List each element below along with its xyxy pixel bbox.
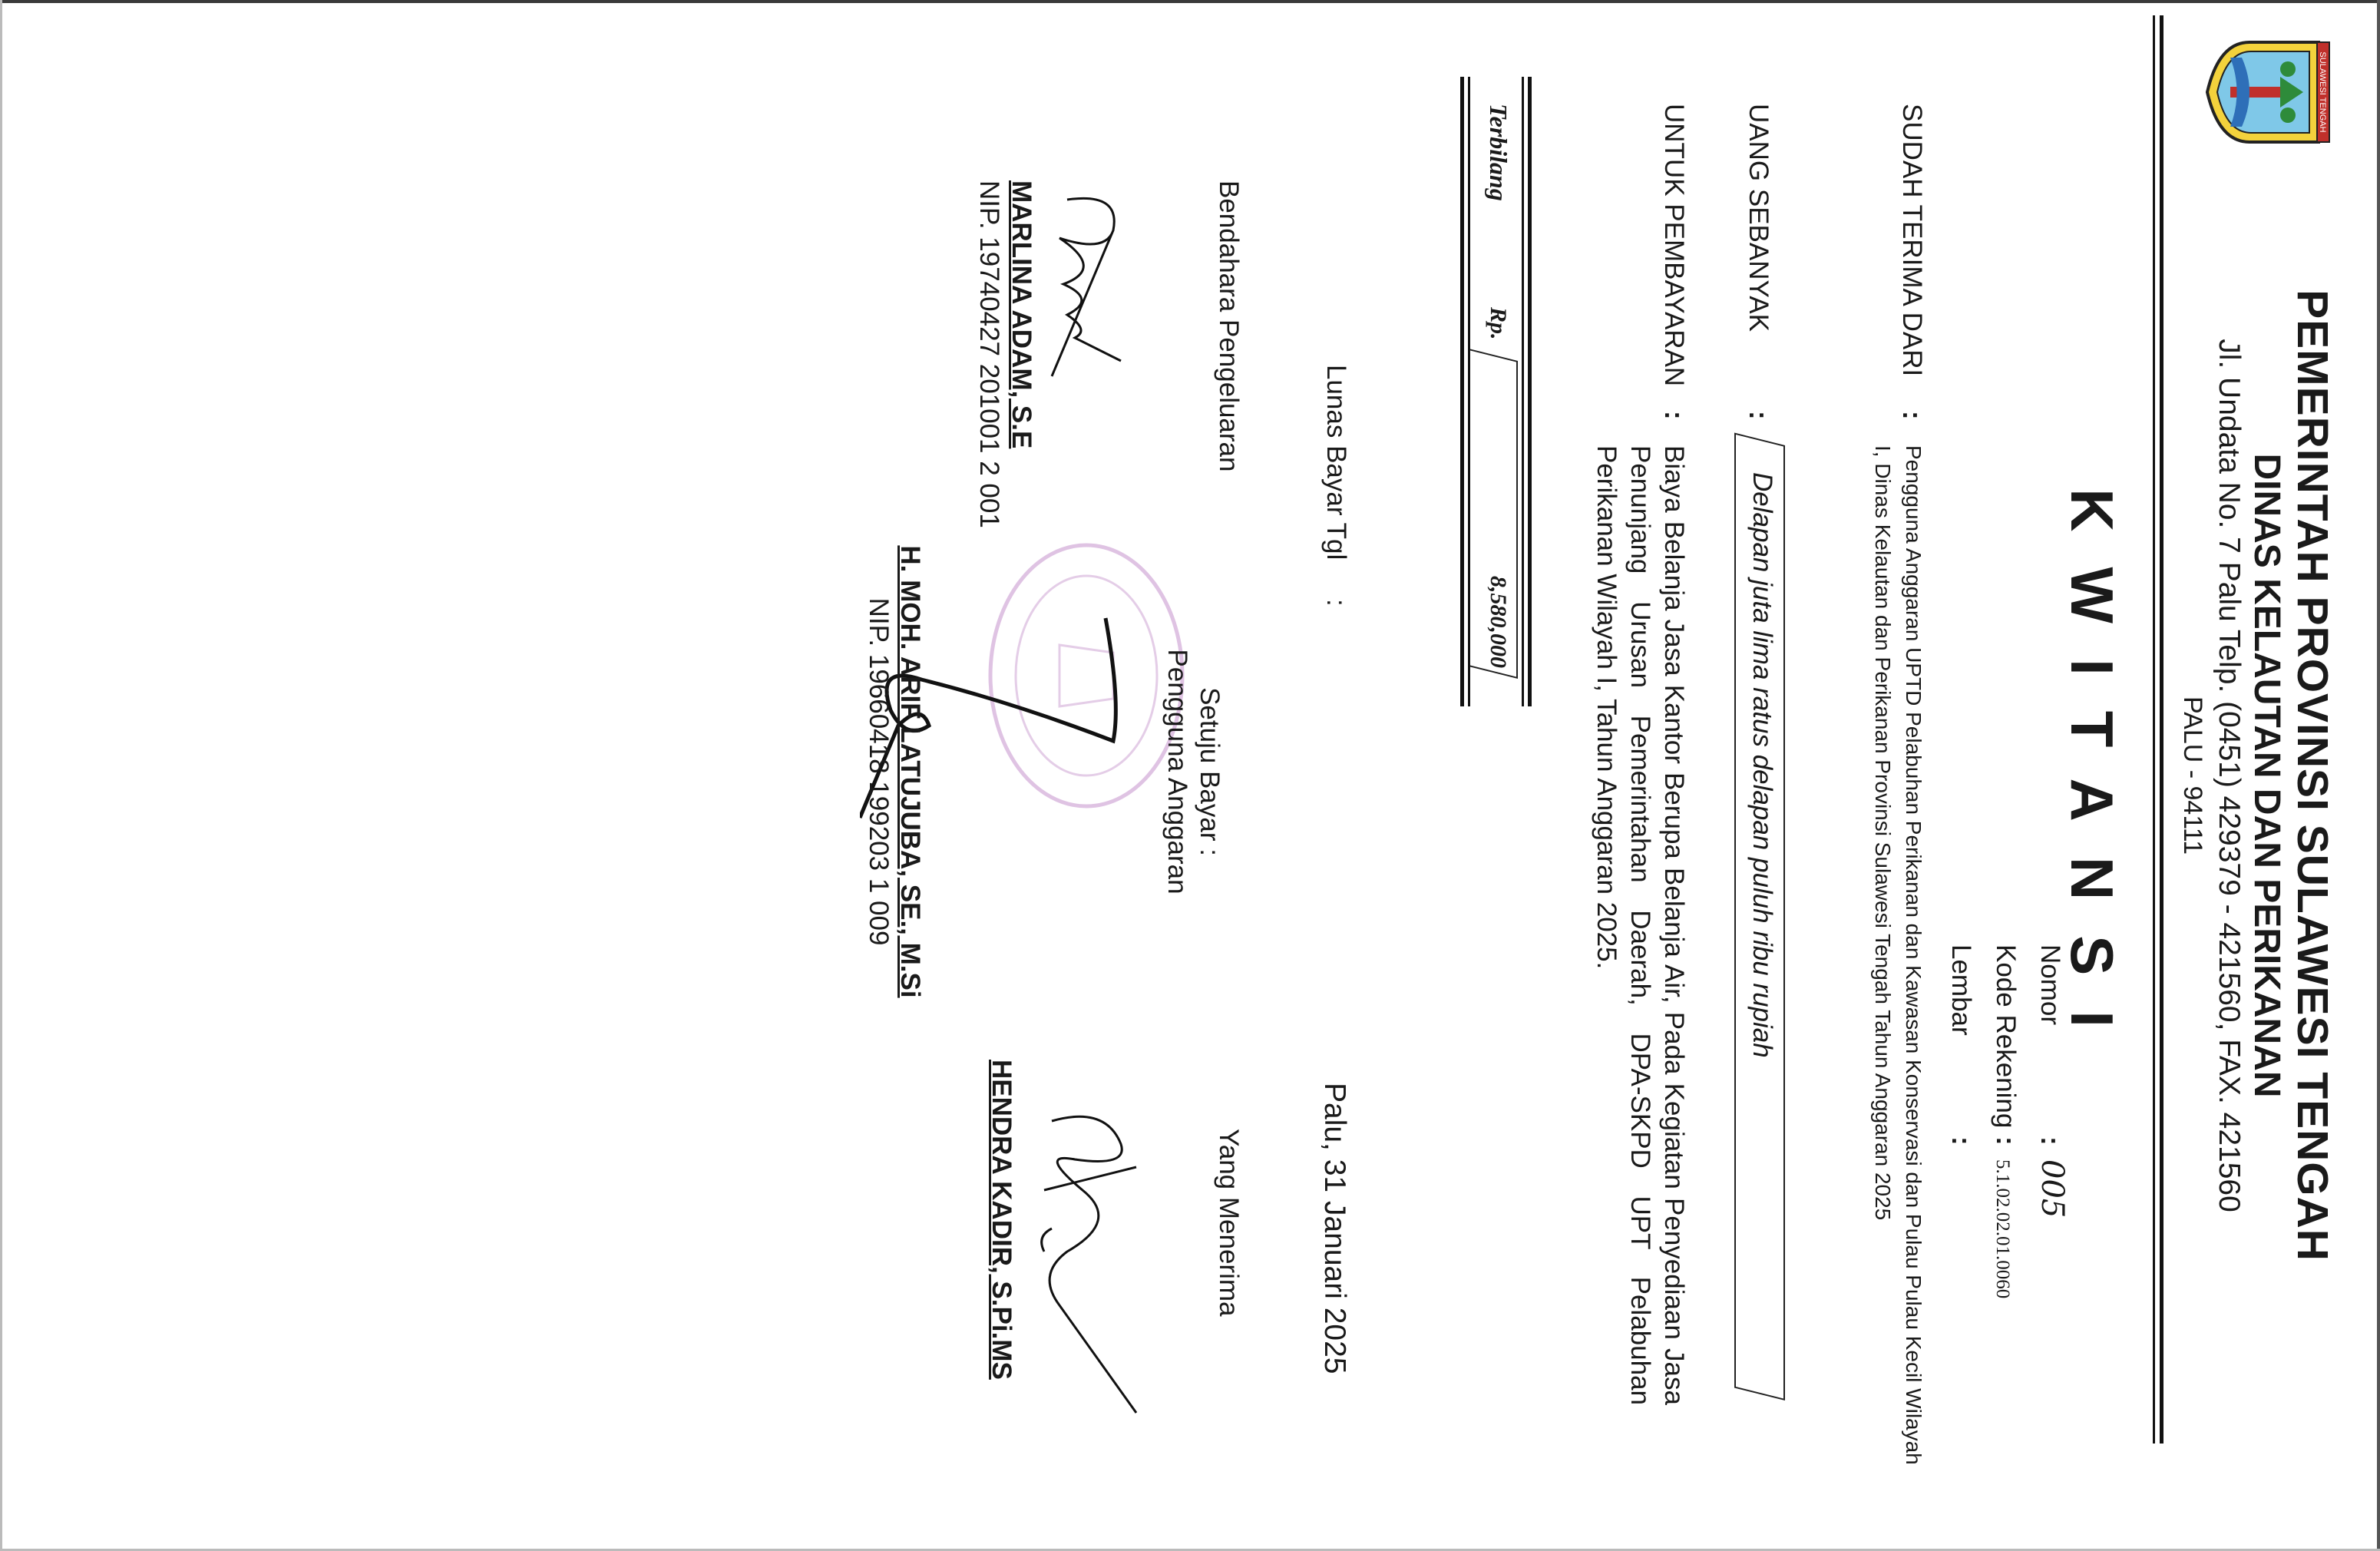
terbilang-rule-bottom [1460,77,1464,706]
nomor-colon: : [2035,1136,2065,1146]
approver-name: H. MOH. ARIF LATUJUBA, SE., M.Si [895,545,925,998]
amount-words: Delapan juta lima ratus delapan puluh ribu rupiah [1747,472,1777,1058]
lembar-label: Lembar [1946,944,1976,1036]
lembar-colon: : [1946,1136,1976,1146]
receiver-title: Yang Menerima [1214,1129,1244,1317]
approve-title: Setuju Bayar : [1195,687,1225,856]
kode-rekening-colon: : [1991,1136,2021,1146]
amount-colon: : [1744,411,1773,420]
approver-role: Pengguna Anggaran [1162,649,1192,895]
from-colon: : [1897,411,1927,420]
treasurer-signature-icon [1044,184,1136,384]
purpose-value: Biaya Belanja Jasa Kantor Berupa Belanja Air, Pada Kegiatan Penyediaan Jasa Penunjang Urusan Pemerintahan Daerah, DPA-SKPD UPT Pelabuhan Perikanan Wilayah I, Tahun Anggaran 2025. [1592,445,1689,1405]
terbilang-label: Terbilang [1485,104,1512,201]
nomor-label: Nomor [2035,944,2065,1026]
header-address: Jl. Undata No. 7 Palu Telp. (0451) 429379 - 421560, FAX. 421560 [2213,339,2246,1212]
from-value: Pengguna Anggaran UPTD Pelabuhan Perikanan dan Kawasan Konservasi dan Pulau Pulau Kecil Wilayah I, Dinas Kelautan dan Perikanan Provinsi Sulawesi Tengah Tahun Anggaran 2025 [1871,445,1925,1465]
header-city: PALU - 94111 [2178,696,2207,855]
seal-text: SULAWESI TENGAH [2318,51,2327,133]
terbilang-rule-top-thin [1522,77,1524,706]
header-government: PEMERINTAH PROVINSI SULAWESI TENGAH [2288,289,2337,1262]
purpose-colon: : [1659,411,1689,420]
receiver-name: HENDRA KADIR, S.Pi.MS [987,1060,1016,1380]
approver-nip: NIP. 19660418 199203 1 009 [864,597,894,946]
kode-rekening-value: 5.1.02.02.01.0060 [1992,1159,2013,1299]
document-title: KWITANSI [2058,488,2126,1063]
from-label: SUDAH TERIMA DARI [1897,104,1927,377]
terbilang-rule-top [1528,77,1532,706]
paid-date-label: Lunas Bayar Tgl [1321,365,1351,561]
kode-rekening-label: Kode Rekening [1991,944,2021,1129]
treasurer-name: MARLINA ADAM, S.E [1007,180,1036,449]
amount-label: UANG SEBANYAK [1744,104,1773,332]
terbilang-rule-bottom-thin [1468,77,1470,706]
header-rule-thick [2160,15,2163,1444]
place-date: Palu, 31 Januari 2025 [1318,1083,1351,1374]
treasurer-nip: NIP. 19740427 201001 2 001 [974,180,1004,528]
header-rule-thin [2153,15,2155,1444]
currency-label: Rp. [1486,307,1511,340]
purpose-label: UNTUK PEMBAYARAN [1659,104,1689,387]
header-agency: DINAS KELAUTAN DAN PERIKANAN [2246,453,2287,1098]
amount-number: 8,580,000 [1486,576,1511,668]
nomor-value: 005 [2035,1159,2070,1219]
paid-date-colon: : [1321,599,1351,607]
treasurer-title: Bendahara Pengeluaran [1214,180,1244,472]
receiver-signature-icon [1013,1075,1167,1428]
